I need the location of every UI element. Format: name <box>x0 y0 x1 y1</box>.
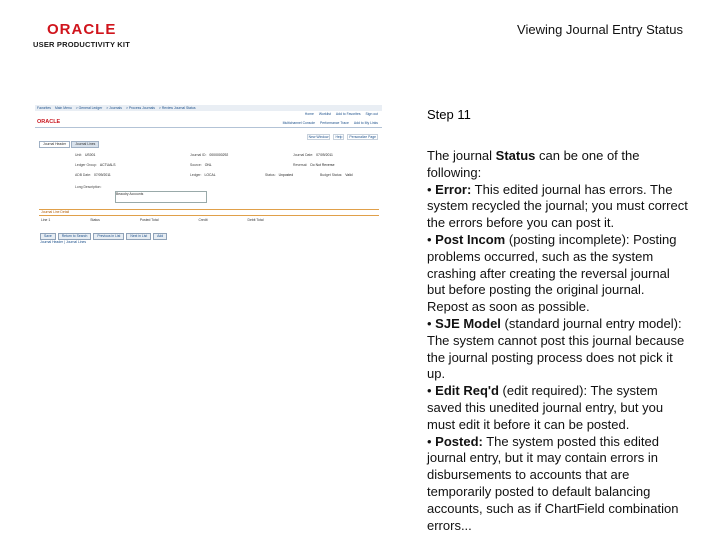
status-term: Post Incom <box>435 231 506 247</box>
shot-link: Sign out <box>365 112 378 116</box>
shot-link: Personalize Page <box>349 135 376 139</box>
bullet: • <box>427 315 436 331</box>
bullet: • <box>427 433 436 449</box>
shot-link: Home <box>304 112 314 116</box>
shot-field-budget <box>320 173 353 177</box>
shot-nav-item: > General Ledger <box>75 106 103 110</box>
status-item-error <box>427 182 689 232</box>
shot-field-ledger-group <box>75 163 116 167</box>
shot-field-label: Ledger Group: <box>75 163 97 167</box>
shot-field-status <box>265 173 293 177</box>
shot-field-label: Ledger: <box>190 173 202 177</box>
shot-top-links-2 <box>283 121 378 125</box>
status-text: This edited journal has errors. The system recycled the journal; you must correct the errors before you can post it. <box>427 181 688 231</box>
shot-long-desc-box <box>115 191 207 203</box>
shot-field-label: Journal ID: <box>190 153 207 157</box>
shot-field-label: Budget Status: <box>320 173 343 177</box>
shot-field-journal-date <box>293 153 333 157</box>
logo-subtitle: USER PRODUCTIVITY KIT <box>33 40 130 49</box>
shot-field-label: Source: <box>190 163 202 167</box>
shot-footer-links: Journal Header | Journal Lines <box>40 240 87 244</box>
step-description <box>427 148 689 534</box>
shot-field-journal-id <box>190 153 228 157</box>
shot-nav-item: > Review Journal Status <box>158 106 196 110</box>
shot-field-label: Reversal: <box>293 163 308 167</box>
shot-field-value: ACTUALS <box>99 163 116 167</box>
shot-field-source <box>190 163 212 167</box>
shot-field-label: Journal Date: <box>293 153 314 157</box>
shot-link: Performance Trace <box>320 121 349 125</box>
shot-field-value: 07/09/2011 <box>316 153 333 157</box>
shot-button-row <box>40 233 167 240</box>
status-text: (posting incomplete): Posting problems occurred, such as the system crashing after creating the reversal journal but before posting the original journal. Repost as soon as possible. <box>427 231 677 315</box>
shot-field-value: 07/09/2011 <box>94 173 111 177</box>
shot-nav-item: > Process Journals <box>125 106 155 110</box>
shot-next-button: Next in List <box>126 233 151 240</box>
status-item-post-incom <box>427 232 689 316</box>
shot-add-button: Add <box>153 233 167 240</box>
shot-link: New Window <box>308 135 329 139</box>
shot-field-unit <box>75 153 95 157</box>
shot-line-cell: Credit <box>198 218 208 222</box>
bullet: • <box>427 231 436 247</box>
status-term: Posted: <box>435 433 483 449</box>
status-term: Error: <box>435 181 472 197</box>
shot-nav-item: > Journals <box>106 106 122 110</box>
shot-save-button: Save <box>40 233 56 240</box>
shot-field-long-desc <box>75 185 101 189</box>
shot-link: Help <box>335 135 343 139</box>
status-item-sje-model <box>427 316 689 383</box>
shot-previous-button: Previous in List <box>93 233 124 240</box>
shot-field-value: Valid <box>345 173 353 177</box>
peoplesoft-screenshot <box>35 105 382 245</box>
shot-field-label: ADB Date: <box>75 173 92 177</box>
shot-line-cell: Debit Total <box>247 218 264 222</box>
status-text: (standard journal entry model): The system cannot post this journal because the journal posting process does not pick it up. <box>427 315 685 382</box>
shot-field-value: Do Not Reverse <box>310 163 335 167</box>
status-text: (edit required): The system saved this unedited journal entry, but you must edit it before it can be posted. <box>427 383 664 432</box>
shot-lines-row <box>41 218 264 222</box>
status-text: The system posted this edited journal entry, but it may contain errors in disbursements to accounts that are temporarily posted to default balancing accounts, such as if ChartField combination errors... <box>427 433 679 533</box>
shot-page-links <box>307 134 378 140</box>
shot-field-label: Long Description: <box>75 185 102 189</box>
status-term: Edit Req'd <box>435 383 499 399</box>
shot-line-cell: Posted Total <box>139 218 159 222</box>
logo-oracle-text: ORACLE <box>47 21 117 38</box>
shot-header-bar <box>35 111 382 128</box>
status-item-posted <box>427 434 689 535</box>
status-item-edit-reqd <box>427 383 689 433</box>
oracle-upk-logo <box>33 22 133 49</box>
shot-field-value: LOCAL <box>204 173 216 177</box>
intro-text: The journal <box>427 148 496 163</box>
shot-line-cell: Status <box>90 218 100 222</box>
shot-field-value: ONL <box>204 163 212 167</box>
shot-line-cell: Line 1 <box>41 218 51 222</box>
page-title: Viewing Journal Entry Status <box>517 22 683 37</box>
bullet: • <box>427 383 436 399</box>
shot-field-label: Status: <box>265 173 276 177</box>
shot-section-bar: Journal Line Detail <box>39 209 379 216</box>
shot-field-adb-date <box>75 173 111 177</box>
shot-return-button: Return to Search <box>58 233 92 240</box>
shot-field-reversal <box>293 163 334 167</box>
intro-bold: Status <box>495 148 536 163</box>
shot-nav-item: Favorites <box>37 106 51 110</box>
bullet: • <box>427 181 436 197</box>
status-term: SJE Model <box>435 315 501 331</box>
shot-tabs <box>39 141 99 148</box>
shot-field-ledger <box>190 173 216 177</box>
shot-link: Add to Favorites <box>335 112 361 116</box>
shot-oracle-logo: ORACLE <box>37 119 61 125</box>
shot-link: Add to My Links <box>353 121 378 125</box>
shot-field-value: 0000000292 <box>209 153 229 157</box>
shot-tab-journal-lines: Journal Lines <box>71 141 99 148</box>
shot-nav-item: Main Menu <box>54 106 72 110</box>
shot-link: Worklist <box>318 112 331 116</box>
shot-top-links <box>305 112 378 116</box>
step-label: Step 11 <box>427 107 471 122</box>
shot-tab-journal-header: Journal Header <box>39 141 70 148</box>
shot-field-value: Unposted <box>278 173 294 177</box>
description-intro <box>427 148 689 182</box>
shot-field-label: Unit: <box>75 153 82 157</box>
shot-link: Multichannel Console <box>282 121 316 125</box>
shot-field-value: Beaudry Accounts <box>116 192 144 196</box>
intro-text: can be one of the following: <box>427 148 640 180</box>
shot-field-value: US001 <box>84 153 96 157</box>
